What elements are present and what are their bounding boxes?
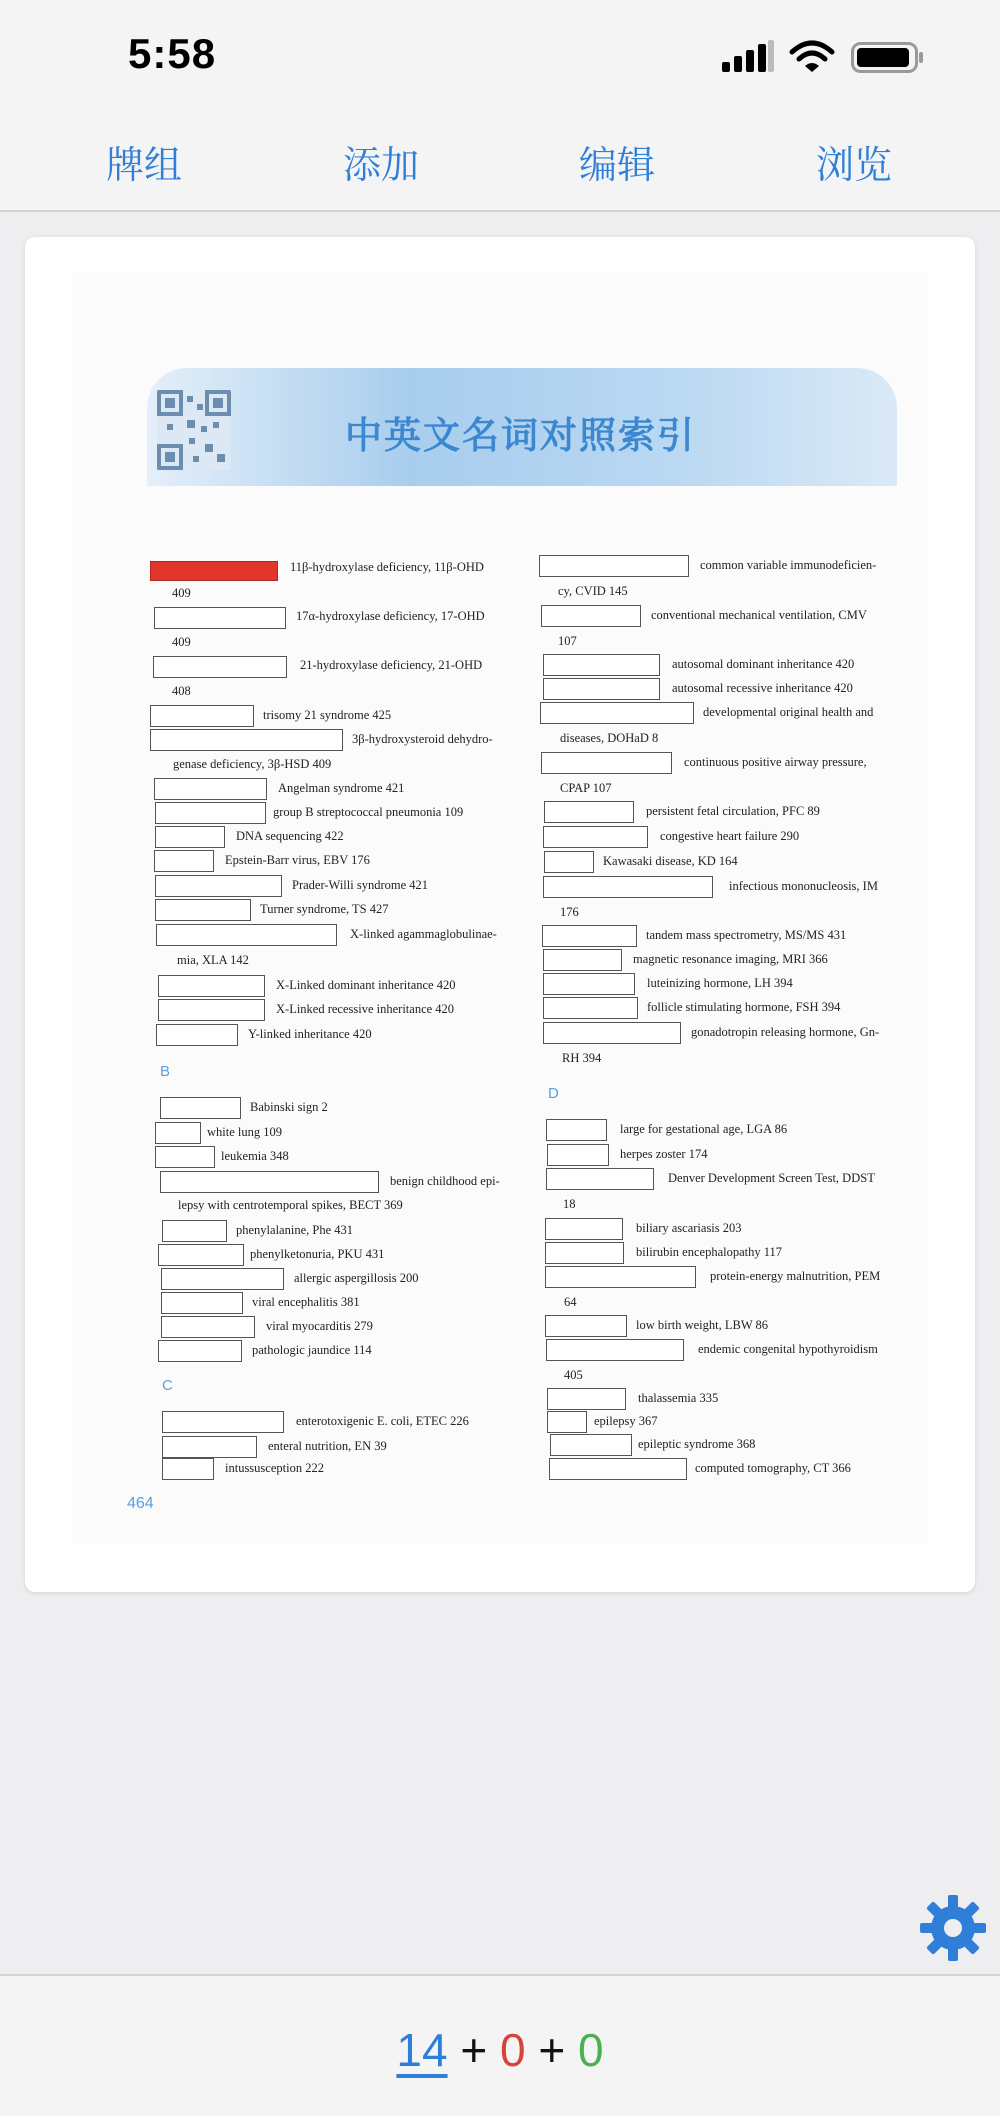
index-entry: mia, XLA 142 (177, 953, 249, 967)
cloze-box[interactable] (154, 778, 267, 800)
cloze-box[interactable] (546, 1119, 607, 1141)
index-entry: cy, CVID 145 (558, 584, 628, 598)
index-entry: 176 (560, 905, 579, 919)
cloze-box[interactable] (545, 1266, 696, 1288)
new-count[interactable]: 14 (396, 2024, 448, 2076)
cloze-box[interactable] (150, 729, 343, 751)
nav-browse-button[interactable]: 浏览 (816, 143, 893, 187)
cloze-box[interactable] (543, 826, 648, 848)
section-letter-b: B (160, 1063, 171, 1080)
index-entry: gonadotropin releasing hormone, Gn- (691, 1025, 880, 1039)
qr-code-icon (157, 390, 231, 470)
cloze-box[interactable] (156, 1024, 238, 1046)
index-entry: Epstein-Barr virus, EBV 176 (225, 853, 370, 867)
cloze-box[interactable] (156, 924, 337, 946)
index-entry: biliary ascariasis 203 (636, 1221, 742, 1235)
cloze-box[interactable] (154, 607, 286, 629)
section-letter-c: C (162, 1377, 173, 1394)
cloze-box[interactable] (162, 1220, 227, 1242)
index-entry: autosomal dominant inheritance 420 (672, 657, 855, 671)
cloze-box[interactable] (541, 752, 672, 774)
index-entry: 3β-hydroxysteroid dehydro- (352, 732, 493, 746)
index-entry: endemic congenital hypothyroidism (698, 1342, 878, 1356)
cloze-box[interactable] (158, 999, 265, 1021)
index-entry: autosomal recessive inheritance 420 (672, 681, 853, 695)
index-entry: 21-hydroxylase deficiency, 21-OHD (300, 658, 483, 672)
cloze-box[interactable] (543, 876, 713, 898)
cloze-box[interactable] (162, 1458, 214, 1480)
cloze-box[interactable] (155, 1146, 215, 1168)
index-entry: RH 394 (562, 1051, 602, 1065)
cloze-box[interactable] (543, 997, 638, 1019)
cloze-box[interactable] (160, 1171, 379, 1193)
index-entry: persistent fetal circulation, PFC 89 (646, 804, 820, 818)
index-entry: 409 (172, 586, 191, 600)
cloze-box[interactable] (155, 802, 266, 824)
index-entry: Angelman syndrome 421 (278, 781, 405, 795)
card-counts (0, 2023, 1000, 2077)
index-entry: continuous positive airway pressure, (684, 755, 867, 769)
cloze-box[interactable] (545, 1242, 624, 1264)
nav-decks-button[interactable]: 牌组 (106, 143, 183, 187)
index-entry: viral encephalitis 381 (252, 1295, 360, 1309)
index-entry: infectious mononucleosis, IM (729, 879, 878, 893)
index-entry: benign childhood epi- (390, 1174, 500, 1188)
index-entry: 408 (172, 684, 191, 698)
index-entry: CPAP 107 (560, 781, 612, 795)
index-entry: 64 (564, 1295, 577, 1309)
cloze-box[interactable] (158, 1340, 242, 1362)
cloze-box[interactable] (547, 1144, 609, 1166)
index-entry: phenylalanine, Phe 431 (236, 1223, 353, 1237)
index-entry: 11β-hydroxylase deficiency, 11β-OHD (290, 560, 484, 574)
index-entry: trisomy 21 syndrome 425 (263, 708, 392, 722)
cellular-signal-icon (722, 40, 776, 74)
review-count: 0 (578, 2024, 604, 2076)
index-entry: pathologic jaundice 114 (252, 1343, 372, 1357)
index-entry: luteinizing hormone, LH 394 (647, 976, 793, 990)
index-entry: Kawasaki disease, KD 164 (603, 854, 738, 868)
cloze-box[interactable] (542, 925, 637, 947)
cloze-box[interactable] (162, 1436, 257, 1458)
index-entry: Y-linked inheritance 420 (248, 1027, 372, 1041)
index-entry: enterotoxigenic E. coli, ETEC 226 (296, 1414, 469, 1428)
index-entry: 107 (558, 634, 577, 648)
index-entry: thalassemia 335 (638, 1391, 719, 1405)
index-entry: conventional mechanical ventilation, CMV (651, 608, 867, 622)
cloze-box[interactable] (539, 555, 689, 577)
index-entry: allergic aspergillosis 200 (294, 1271, 419, 1285)
index-entry: white lung 109 (207, 1125, 282, 1139)
index-entry: 17α-hydroxylase deficiency, 17-OHD (296, 609, 485, 623)
index-entry: Turner syndrome, TS 427 (260, 902, 389, 916)
index-entry: tandem mass spectrometry, MS/MS 431 (646, 928, 847, 942)
cloze-box[interactable] (543, 1022, 681, 1044)
cloze-box[interactable] (161, 1316, 255, 1338)
cloze-box[interactable] (155, 899, 251, 921)
wifi-icon (789, 40, 835, 74)
index-entry: group B streptococcal pneumonia 109 (273, 805, 464, 819)
learning-count: 0 (499, 2024, 526, 2076)
cloze-box[interactable] (546, 1168, 654, 1190)
index-entry: bilirubin encephalopathy 117 (636, 1245, 783, 1259)
index-entry: viral myocarditis 279 (266, 1319, 373, 1333)
index-entry: 409 (172, 635, 191, 649)
cloze-box[interactable] (155, 826, 225, 848)
index-entry: magnetic resonance imaging, MRI 366 (633, 952, 828, 966)
cloze-box[interactable] (158, 1244, 244, 1266)
cloze-box[interactable] (550, 1434, 632, 1456)
page-number: 464 (127, 1495, 154, 1512)
index-entry: follicle stimulating hormone, FSH 394 (647, 1000, 841, 1014)
cloze-box[interactable] (543, 678, 660, 700)
cloze-box[interactable] (543, 949, 622, 971)
index-entry: X-Linked dominant inheritance 420 (276, 978, 456, 992)
battery-icon (851, 42, 925, 74)
index-entry: epileptic syndrome 368 (638, 1437, 756, 1451)
index-title: 中英文名词对照索引 (345, 414, 696, 457)
cloze-box[interactable] (544, 851, 594, 873)
cloze-box[interactable] (547, 1388, 626, 1410)
index-entry: leukemia 348 (221, 1149, 289, 1163)
index-entry: 405 (564, 1368, 583, 1382)
cloze-highlight[interactable] (150, 561, 278, 581)
cloze-box[interactable] (150, 705, 254, 727)
status-bar (0, 0, 1000, 110)
cloze-box[interactable] (547, 1411, 587, 1433)
index-entry: enteral nutrition, EN 39 (268, 1439, 387, 1453)
index-entry: X-Linked recessive inheritance 420 (276, 1002, 455, 1016)
cloze-box[interactable] (160, 1097, 241, 1119)
index-entry: lepsy with centrotemporal spikes, BECT 369 (178, 1198, 403, 1212)
cloze-box[interactable] (161, 1268, 284, 1290)
cloze-box[interactable] (544, 801, 634, 823)
index-entry: phenylketonuria, PKU 431 (250, 1247, 385, 1261)
index-entry: Prader-Willi syndrome 421 (292, 878, 429, 892)
index-entry: diseases, DOHaD 8 (560, 731, 659, 745)
index-entry: intussusception 222 (225, 1461, 324, 1475)
index-entry: DNA sequencing 422 (236, 829, 344, 843)
cloze-box[interactable] (153, 656, 287, 678)
index-entry: common variable immunodeficien- (700, 558, 877, 572)
cloze-box[interactable] (154, 850, 214, 872)
cloze-box[interactable] (543, 973, 635, 995)
cloze-box[interactable] (155, 1122, 201, 1144)
cloze-box[interactable] (161, 1292, 243, 1314)
index-entry: X-linked agammaglobulinae- (350, 927, 497, 941)
top-nav (0, 110, 1000, 212)
cloze-box[interactable] (540, 702, 694, 724)
index-entry: low birth weight, LBW 86 (636, 1318, 769, 1332)
index-entry: computed tomography, CT 366 (695, 1461, 851, 1475)
index-entry: epilepsy 367 (594, 1414, 658, 1428)
cloze-box[interactable] (543, 654, 660, 676)
index-entry: congestive heart failure 290 (660, 829, 800, 843)
index-entry: herpes zoster 174 (620, 1147, 708, 1161)
status-time: 5:58 (128, 30, 217, 77)
section-letter-d: D (548, 1085, 559, 1102)
cloze-box[interactable] (549, 1458, 687, 1480)
cloze-box[interactable] (162, 1411, 284, 1433)
cloze-box[interactable] (158, 975, 265, 997)
gear-icon[interactable] (918, 1893, 988, 1963)
cloze-box[interactable] (546, 1339, 684, 1361)
index-entry: Babinski sign 2 (250, 1100, 328, 1114)
index-entry: 18 (563, 1197, 576, 1211)
plus-sign: + (538, 2024, 566, 2076)
cloze-box[interactable] (155, 875, 282, 897)
cloze-box[interactable] (545, 1315, 627, 1337)
index-entry: developmental original health and (703, 705, 874, 719)
cloze-box[interactable] (541, 605, 641, 627)
plus-sign: + (460, 2024, 488, 2076)
index-entry: genase deficiency, 3β-HSD 409 (173, 757, 332, 771)
nav-add-button[interactable]: 添加 (343, 143, 420, 187)
index-entry: Denver Development Screen Test, DDST (668, 1171, 875, 1185)
index-entry: large for gestational age, LGA 86 (620, 1122, 788, 1136)
nav-edit-button[interactable]: 编辑 (579, 143, 656, 187)
index-entry: protein-energy malnutrition, PEM (710, 1269, 881, 1283)
cloze-box[interactable] (545, 1218, 623, 1240)
